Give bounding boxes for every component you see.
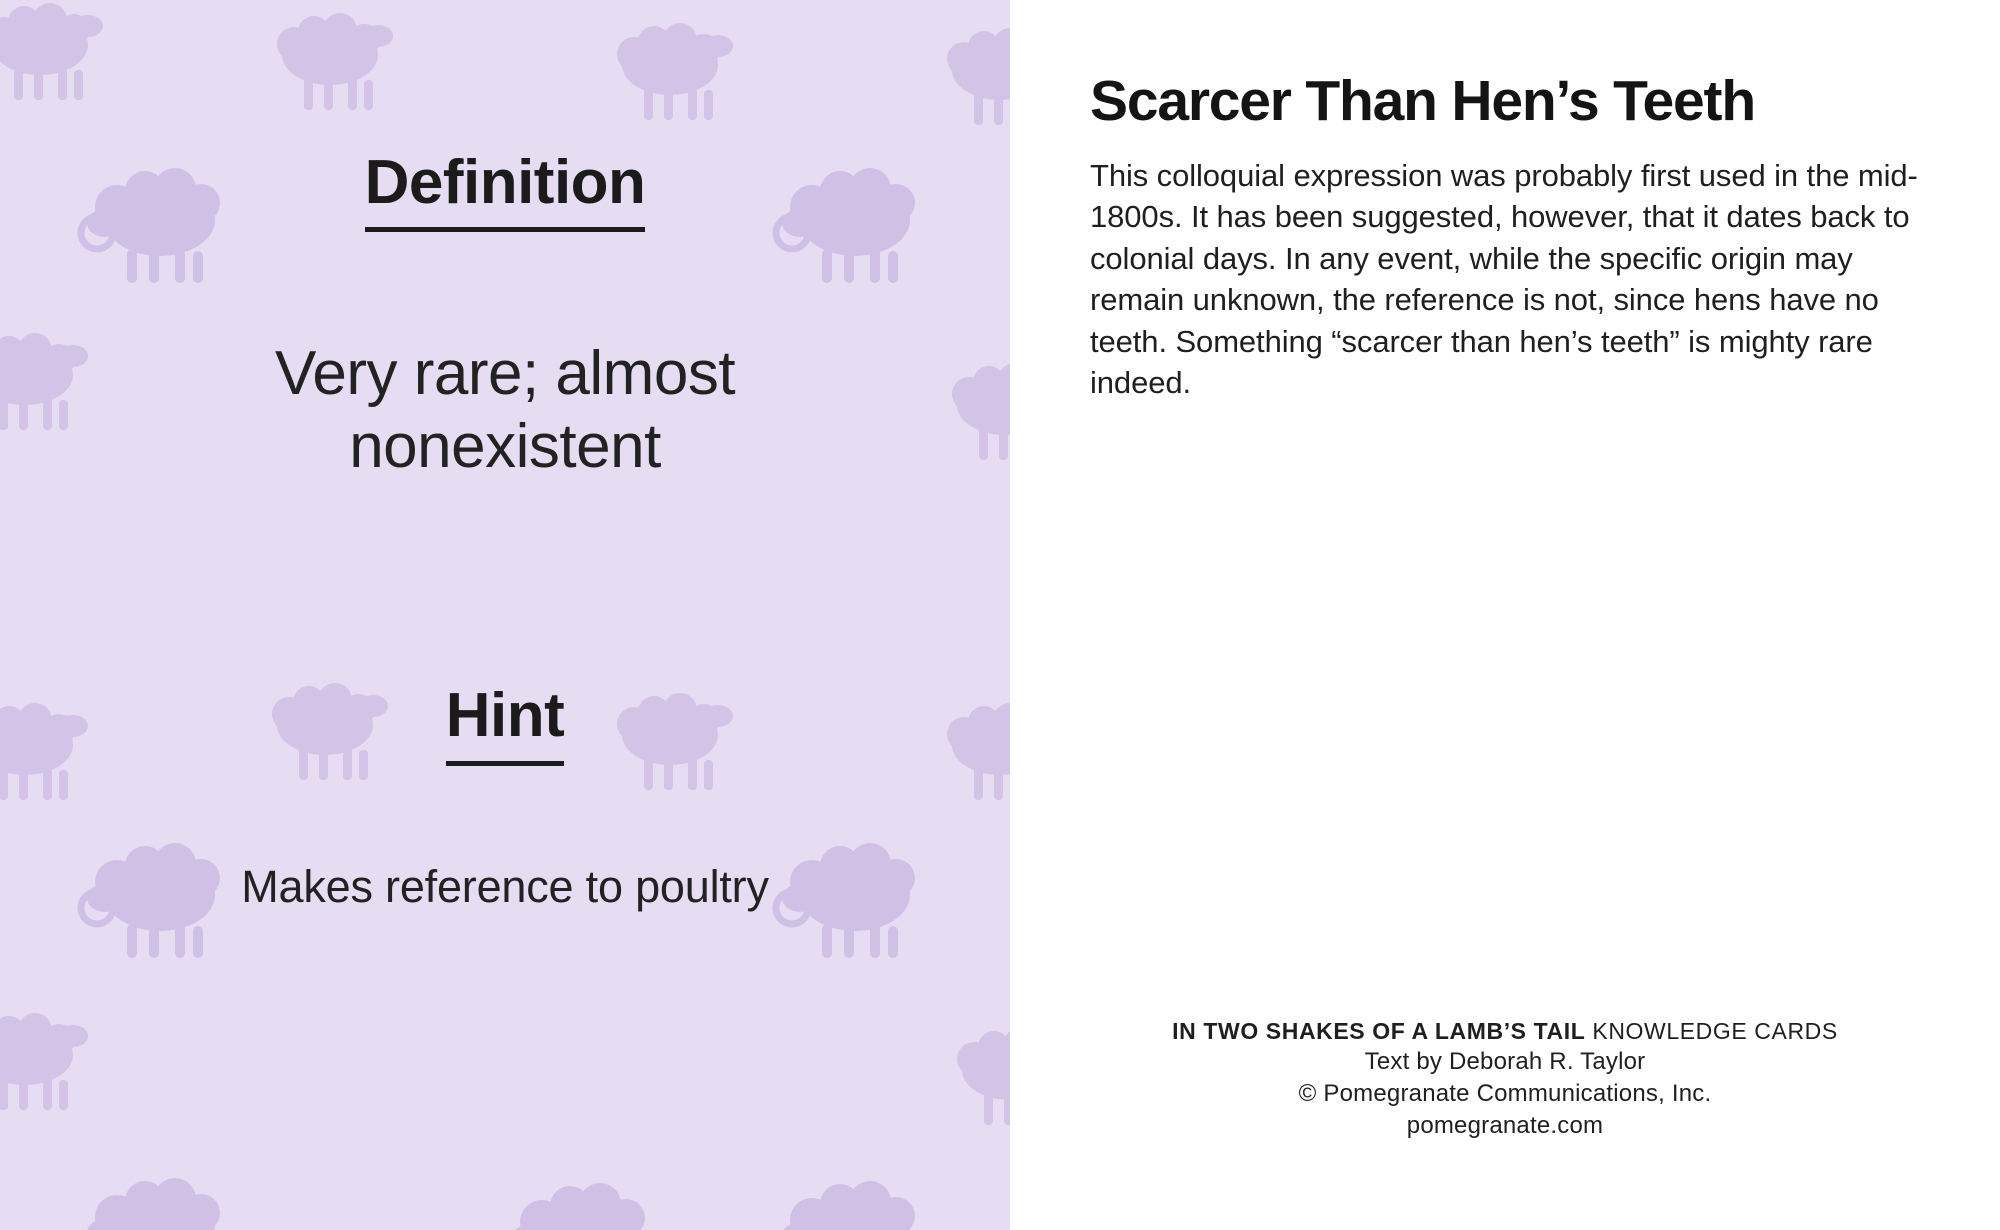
definition-heading: Definition <box>365 150 646 232</box>
hint-heading: Hint <box>446 683 565 765</box>
body-paragraph: This colloquial expression was probably first used in the mid-1800s. It has been suggested, however, that it dates back to colonial days. In any event, while the specific origin may remain unknown, the reference is not, since hens have no teeth. Something “scarcer than hen’s teeth” is mighty rare indeed. <box>1090 157 1918 401</box>
footer-series-suffix: KNOWLEDGE CARDS <box>1585 1017 1838 1044</box>
footer-website[interactable]: pomegranate.com <box>1406 1112 1604 1140</box>
card-back-panel <box>1010 0 2000 1230</box>
footer-credit: Text by Deborah R. Taylor <box>1364 1048 1646 1076</box>
footer-series-line <box>1090 1016 1920 1047</box>
hint-heading-wrapper <box>446 683 565 765</box>
footer-copyright: © Pomegranate Communications, Inc. <box>1298 1080 1712 1108</box>
definition-text: Very rare; almost nonexistent <box>274 339 736 482</box>
footer <box>1090 1016 1940 1200</box>
page-title: Scarcer Than Hen’s Teeth <box>1090 69 1755 133</box>
spacer <box>1090 404 1940 1016</box>
hint-text: Makes reference to poultry <box>241 860 769 912</box>
footer-series-brand: IN TWO SHAKES OF A LAMB’S TAIL <box>1172 1017 1586 1044</box>
